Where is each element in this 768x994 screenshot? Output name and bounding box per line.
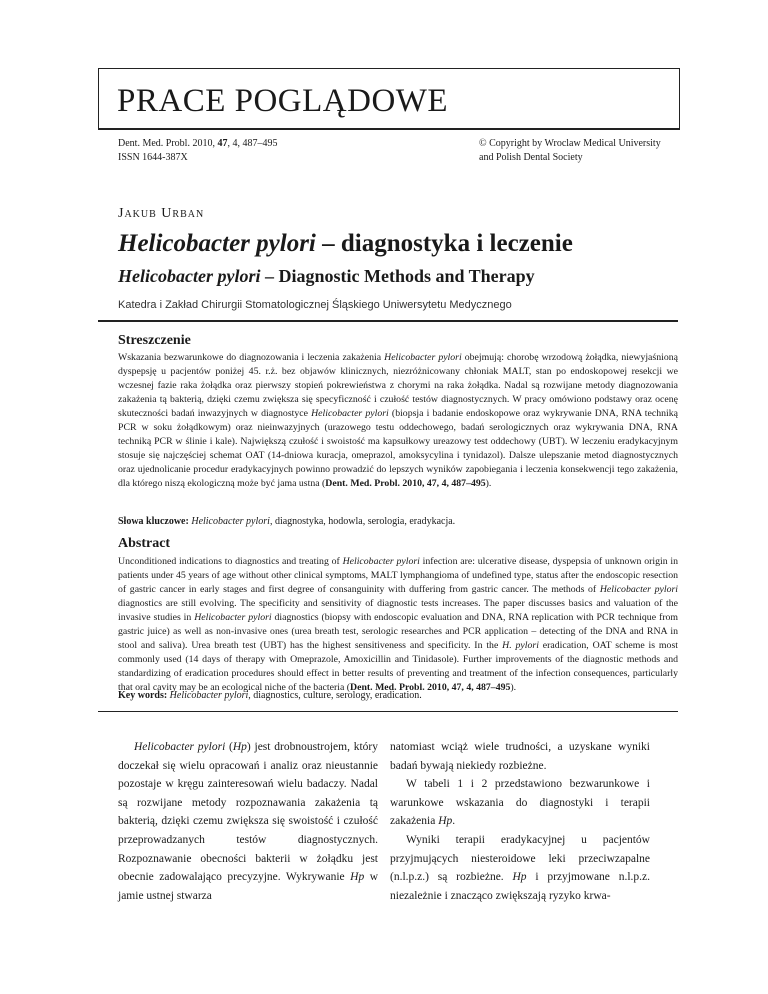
streszczenie-text: Wskazania bezwarunkowe do diagnozowania i leczenia zakażenia Helicobacter pylori obejmują: chorobę wrzodową żołądka, niewyjaśnioną dyspepsję u pacjentów poniżej 45. r.ż. bez objawów klinicznych, niezróżnicowany chłoniak MALT, stan po endoskopowej resekcji we wczesnej fazie raka żołądka oraz pierwszy stopień pokrewieństwa z chorymi na raka żołądka. Nadal są rozwijane metody diagnozowania zakażenia tą bakterią, dzięki czemu zwiększa się specyficzność i czułość testów diagnostycznych. W pracy omówiono podstawy oraz ocenę skuteczności badań inwazyjnych w diagnostyce Helicobacter pylori (biopsja i badanie endoskopowe oraz wykrywanie DNA, RNA techniką PCR w soku żołądkowym) oraz nieinwazyjnych (urazowego testu oddechowego, badań serologicznych oraz wykrywania DNA, RNA techniką PCR w ślinie i kale). Największą czułość i swoistość ma kapsułkowy ureazowy test oddechowy (UBT). W leczeniu eradykacyjnym stosuje się najczęściej schemat OAT (14-dniowa kuracja, omeprazol, amoksycylina i tynidazol). Dalsze ulepszanie metod diagnostycznych oraz ujednolicanie procedur eradykacyjnych powinno prowadzić do lepszych wyników zapobiegania i leczenia konsekwencji tego zakażenia, dla którego niszą ekologiczną może być jama ustna (Dent. Med. Probl. 2010, 47, 4, 487–495). [118,352,678,489]
copyright-block [479,137,661,165]
abstract-keywords: Key words: Helicobacter pylori, diagnostics, culture, serology, eradication. [118,690,422,701]
issn: ISSN 1644-387X [118,152,188,163]
citation-block [118,137,277,165]
affiliation: Katedra i Zakład Chirurgii Stomatologicznej Śląskiego Uniwersytetu Medycznego [118,299,512,311]
citation-rest: , 4, 487–495 [227,138,278,149]
title-pl-species: Helicobacter pylori [118,230,316,257]
body-column-right [390,738,650,905]
divider-bottom [98,711,678,712]
body-paragraph: natomiast wciąż wiele trudności, a uzyskane wyniki badań bywają niekiedy rozbieżne. [390,741,650,772]
author-name: Jakub Urban [118,206,205,221]
divider-top [98,320,678,322]
title-polish [118,228,573,260]
title-en-species: Helicobacter pylori [118,266,261,286]
section-header-box [98,68,680,130]
streszczenie-heading: Streszczenie [118,333,191,348]
body-paragraph: W tabeli 1 i 2 przedstawiono bezwarunkowe i warunkowe wskazania do diagnostyki i terapii zakażenia Hp. [390,778,650,828]
abstract-heading: Abstract [118,536,171,551]
title-en-rest: – Diagnostic Methods and Therapy [260,266,535,286]
body-paragraph: Helicobacter pylori (Hp) jest drobnoustrojem, który doczekał się wielu opracowań i analiz oraz nieustannie pozostaje w kręgu zainteresowań wielu badaczy. Nadal są rozwijane metody rozpoznawania zakażenia tą bakterią, dzięki czemu zwiększa się swoistość i czułość przeprowadzanych testów diagnostycznych. Rozpoznawanie obecności bakterii w żołądku jest obecnie zadowalająco precyzyjne. Wykrywanie Hp w jamie ustnej stwarza [118,741,379,902]
citation-volume: 47 [217,138,228,149]
title-english [118,264,535,288]
streszczenie-keywords: Słowa kluczowe: Helicobacter pylori, diagnostyka, hodowla, serologia, eradykacja. [118,516,456,527]
section-title: PRACE POGLĄDOWE [117,83,449,119]
title-pl-rest: – diagnostyka i leczenie [315,230,573,257]
copyright-line-1: © Copyright by Wroclaw Medical University [479,138,661,149]
citation-journal: Dent. Med. Probl. 2010, [118,138,218,149]
abstract-text: Unconditioned indications to diagnostics and treating of Helicobacter pylori infection are: ulcerative disease, dyspepsia of unknown origin in patients under 45 years of age without other clinical symptoms, MALT lymphangioma of undefined type, status after the endoscopic resection of gastric cancer in early stages and first degree of consanguinity with duffering from gastric cancer. The methods of Helicobacter pylori diagnostics are still evolving. The specificity and sensitivity of diagnostic tests increases. The paper discusses basics and valuation of the invasive studies in Helicobacter pylori diagnostics (biopsy with endoscopic evaluation and DNA, RNA replication with PCR technique from gastric juice) as well as non-invasive ones (urea breath test, serologic researches and PCR application – detecting of the DNA and RNA in stool and saliva). Urea breath test (UBT) has the highest sensitiveness and specificity. In the H. pylori eradication, OAT scheme is most commonly used (14 days of therapy with Omeprazole, Amoxicillin and Tinidasole). Further improvements of the diagnostic methods and standardizing of eradication procedures should effect in better results of preventing and treatment of the infection consequences, particularly that oral cavity may be an ecological niche of the bacteria (Dent. Med. Probl. 2010, 47, 4, 487–495). [118,556,679,693]
body-paragraph: Wyniki terapii eradykacyjnej u pacjentów przyjmujących niesteroidowe leki przeciwzapalne (n.l.p.z.) są rozbieżne. Hp i przyjmowane n.l.p.z. niezależnie i znacząco zwiększają ryzyko krwa- [390,833,650,902]
body-column-left [118,738,378,905]
copyright-line-2: and Polish Dental Society [479,152,583,163]
citation-line [118,137,277,151]
